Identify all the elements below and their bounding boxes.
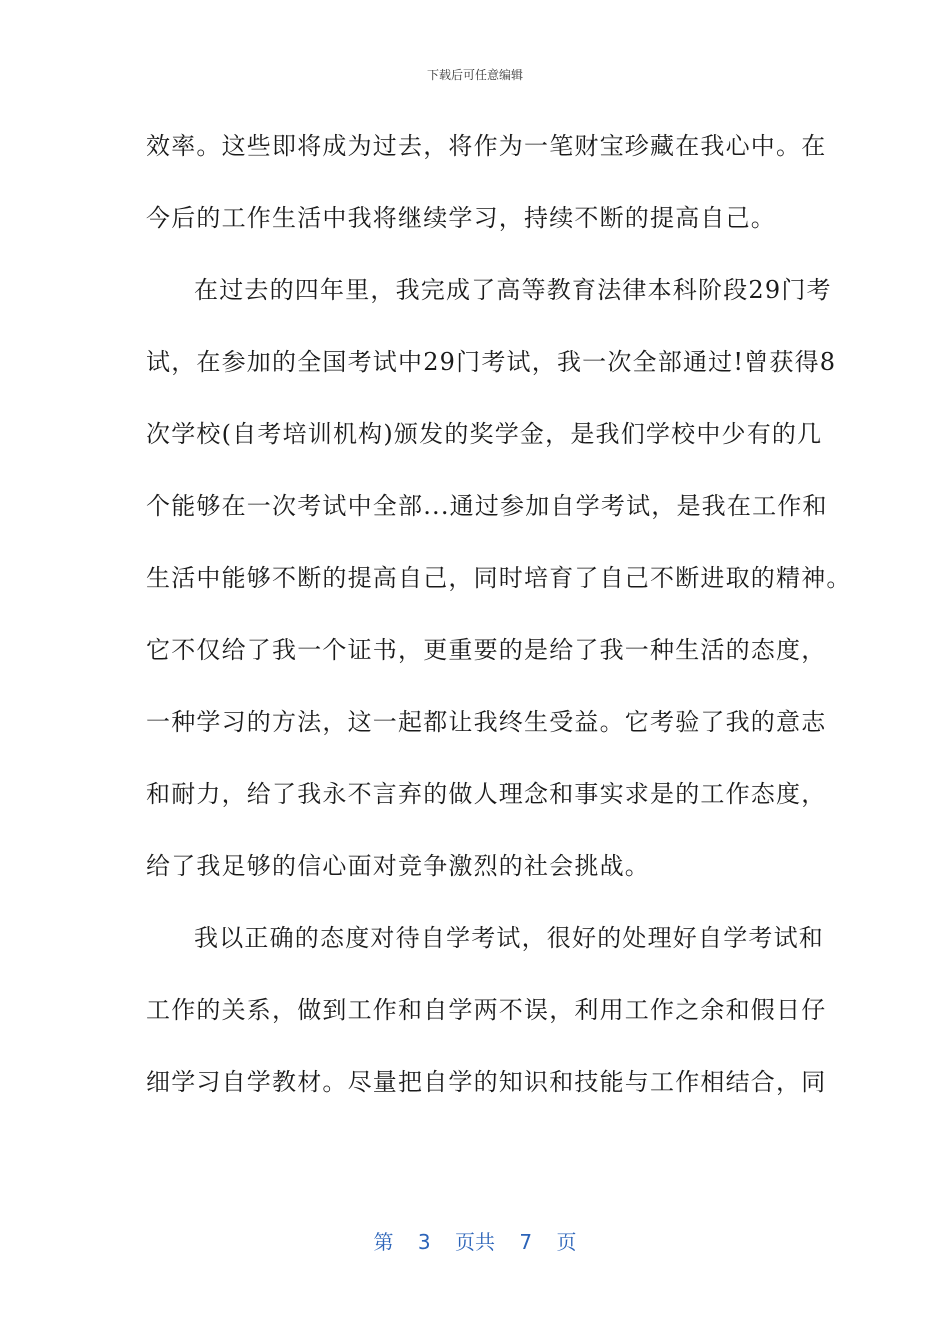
document-body <box>146 126 852 1134</box>
page-label-suffix: 页 <box>556 1230 577 1254</box>
header-note: 下载后可任意编辑 <box>426 68 523 82</box>
text-line: 它不仅给了我一个证书，更重要的是给了我一种生活的态度， <box>146 636 827 664</box>
paragraph <box>146 918 827 1134</box>
text-line: 细学习自学教材。尽量把自学的知识和技能与工作相结合，同 <box>146 1068 827 1096</box>
text-line: 给了我足够的信心面对竞争激烈的社会挑战。 <box>146 852 650 880</box>
text-line: 个能够在一次考试中全部...通过参加自学考试，是我在工作和 <box>146 492 828 520</box>
text-line: 今后的工作生活中我将继续学习，持续不断的提高自己。 <box>146 204 776 232</box>
text-line: 次学校(自考培训机构)颁发的奖学金，是我们学校中少有的几 <box>146 420 823 448</box>
text-line: 在过去的四年里，我完成了高等教育法律本科阶段29门考 <box>194 276 832 304</box>
text-line: 效率。这些即将成为过去，将作为一笔财宝珍藏在我心中。在 <box>146 132 827 160</box>
text-line: 和耐力，给了我永不言弃的做人理念和事实求是的工作态度， <box>146 780 827 808</box>
total-page-count: 7 <box>519 1230 533 1254</box>
paragraph <box>146 270 852 918</box>
text-line: 试，在参加的全国考试中29门考试，我一次全部通过!曾获得8 <box>146 348 837 376</box>
text-line: 生活中能够不断的提高自己，同时培育了自己不断进取的精神。 <box>146 564 852 592</box>
current-page-number: 3 <box>417 1230 431 1254</box>
page-label-middle: 页共 <box>455 1230 495 1254</box>
page-label-prefix: 第 <box>373 1230 394 1254</box>
page-number-footer <box>0 1226 950 1255</box>
paragraph <box>146 126 827 270</box>
text-line: 一种学习的方法，这一起都让我终生受益。它考验了我的意志 <box>146 708 827 736</box>
text-line: 我以正确的态度对待自学考试，很好的处理好自学考试和 <box>194 924 824 952</box>
text-line: 工作的关系，做到工作和自学两不误，利用工作之余和假日仔 <box>146 996 827 1024</box>
